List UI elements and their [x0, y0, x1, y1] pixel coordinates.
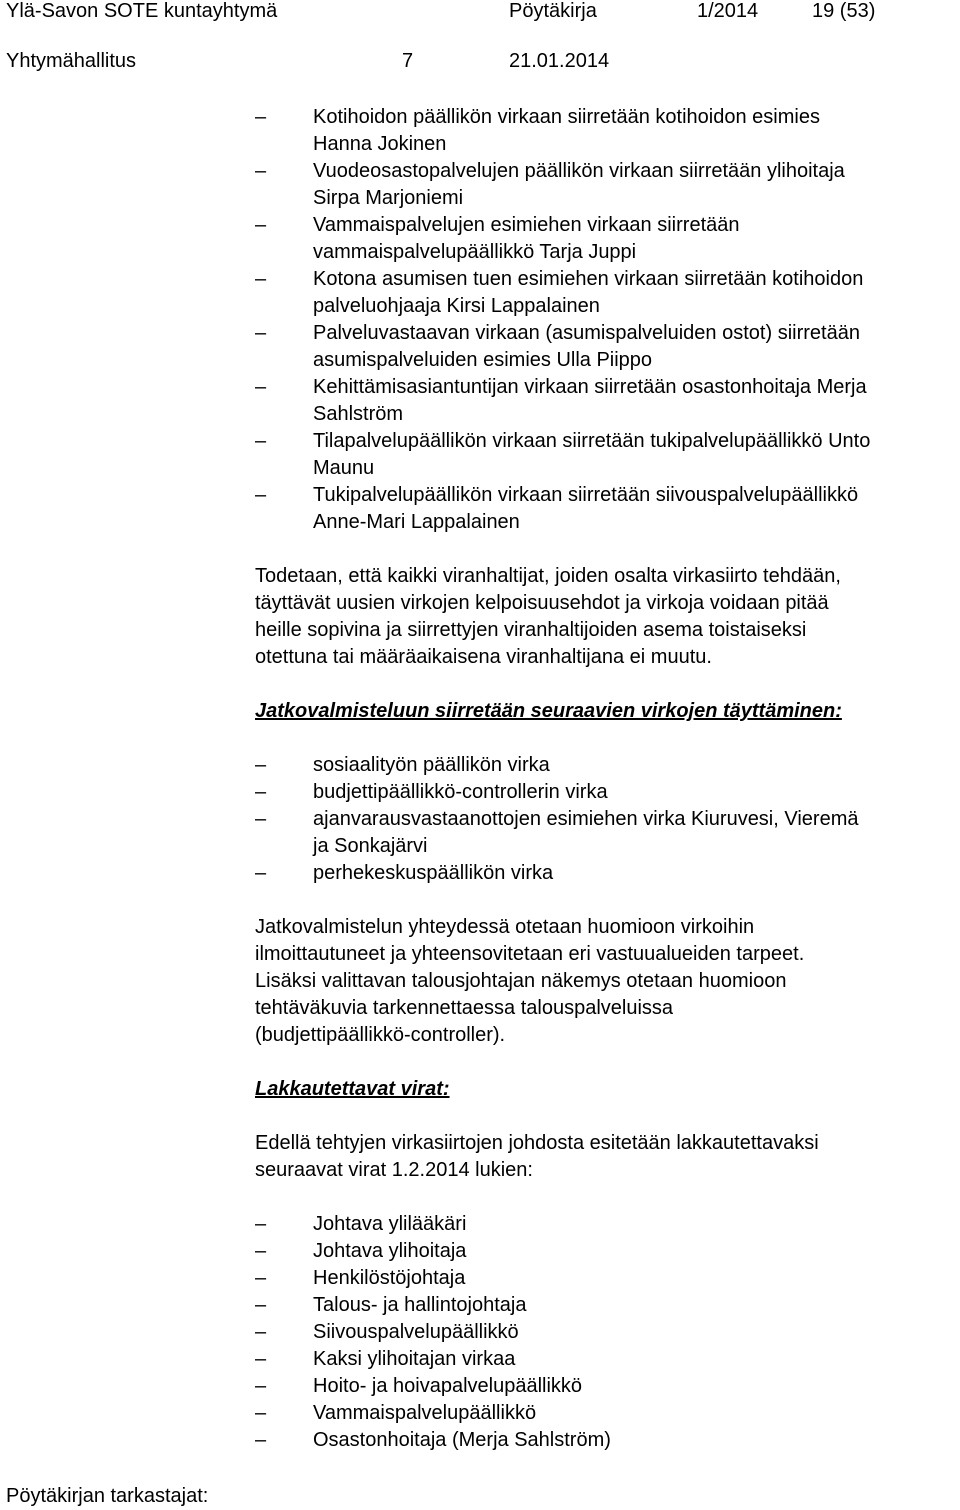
paragraph-line: Edellä tehtyjen virkasiirtojen johdosta esitetään lakkautettavaksi	[255, 1132, 819, 1154]
dash-bullet: –	[255, 376, 267, 398]
list-item-text: perhekeskuspäällikön virka	[313, 862, 554, 884]
paragraph-line: seuraavat virat 1.2.2014 lukien:	[255, 1159, 533, 1181]
paragraph-line: heille sopivina ja siirrettyjen viranhaltijoiden asema toistaiseksi	[255, 619, 807, 641]
list-item-text-continued: Sahlström	[313, 403, 404, 425]
list-item	[255, 1211, 960, 1238]
list-item	[255, 752, 960, 779]
dash-bullet: –	[255, 160, 267, 182]
list-item-text: Vammaispalvelupäällikkö	[313, 1402, 537, 1424]
meeting-date: 21.01.2014	[509, 50, 610, 72]
document-body	[255, 104, 960, 1454]
list-item-text: Johtava ylilääkäri	[313, 1213, 467, 1235]
list-item-text: Kaksi ylihoitajan virkaa	[313, 1348, 516, 1370]
dash-bullet: –	[255, 1402, 267, 1424]
list-item	[255, 1346, 960, 1373]
continued-posts-list	[255, 752, 960, 887]
list-item	[255, 1373, 960, 1400]
paragraph-line: otettuna tai määräaikaisena viranhaltijana ei muutu.	[255, 646, 712, 668]
list-item-text: Osastonhoitaja (Merja Sahlström)	[313, 1429, 611, 1451]
list-item	[255, 806, 960, 860]
statement-paragraph	[255, 563, 960, 671]
list-item	[255, 1292, 960, 1319]
list-item-text: sosiaalityön päällikön virka	[313, 754, 550, 776]
list-item-text-continued: Hanna Jokinen	[313, 133, 447, 155]
minutes-reviewers-label: Pöytäkirjan tarkastajat:	[6, 1485, 209, 1507]
dash-bullet: –	[255, 268, 267, 290]
list-item-text: Palveluvastaavan virkaan (asumispalveluiden ostot) siirretään	[313, 322, 860, 344]
list-item-text-continued: palveluohjaaja Kirsi Lappalainen	[313, 295, 600, 317]
list-item-text: Hoito- ja hoivapalvelupäällikkö	[313, 1375, 583, 1397]
dash-bullet: –	[255, 322, 267, 344]
dash-bullet: –	[255, 1294, 267, 1316]
dash-bullet: –	[255, 1321, 267, 1343]
organization-name: Ylä-Savon SOTE kuntayhtymä	[6, 0, 278, 22]
list-item-text: Kehittämisasiantuntijan virkaan siirretään osastonhoitaja Merja	[313, 376, 867, 398]
list-item-text-continued: ja Sonkajärvi	[313, 835, 428, 857]
list-item	[255, 1238, 960, 1265]
dash-bullet: –	[255, 1348, 267, 1370]
dash-bullet: –	[255, 1240, 267, 1262]
abolished-posts-list	[255, 1211, 960, 1454]
dash-bullet: –	[255, 484, 267, 506]
dash-bullet: –	[255, 808, 267, 830]
list-item-text: Tilapalvelupäällikön virkaan siirretään tukipalvelupäällikkö Unto	[313, 430, 871, 452]
dash-bullet: –	[255, 106, 267, 128]
dash-bullet: –	[255, 1429, 267, 1451]
list-item-text: Vammaispalvelujen esimiehen virkaan siirretään	[313, 214, 740, 236]
list-item-text: Johtava ylihoitaja	[313, 1240, 467, 1262]
list-item-text-continued: vammaispalvelupäällikkö Tarja Juppi	[313, 241, 637, 263]
list-item	[255, 212, 960, 266]
heading-abolished-posts: Lakkautettavat virat:	[255, 1078, 450, 1100]
list-item-text: Kotona asumisen tuen esimiehen virkaan siirretään kotihoidon	[313, 268, 864, 290]
paragraph-line: tehtäväkuvia tarkennettaessa talouspalveluissa	[255, 997, 674, 1019]
list-item	[255, 1265, 960, 1292]
list-item-text: ajanvarausvastaanottojen esimiehen virka Kiuruvesi, Vieremä	[313, 808, 859, 830]
paragraph-line: Todetaan, että kaikki viranhaltijat, joiden osalta virkasiirto tehdään,	[255, 565, 841, 587]
list-item	[255, 860, 960, 887]
list-item	[255, 1400, 960, 1427]
list-item-text: Kotihoidon päällikön virkaan siirretään kotihoidon esimies	[313, 106, 820, 128]
document-number: 1/2014	[697, 0, 759, 22]
list-item	[255, 1427, 960, 1454]
list-item	[255, 1319, 960, 1346]
paragraph-line: Lisäksi valittavan talousjohtajan näkemys otetaan huomioon	[255, 970, 787, 992]
paragraph-line: täyttävät uusien virkojen kelpoisuusehdot ja virkoja voidaan pitää	[255, 592, 829, 614]
list-item	[255, 374, 960, 428]
list-item	[255, 104, 960, 158]
document-type: Pöytäkirja	[509, 0, 597, 22]
governing-body: Yhtymähallitus	[6, 50, 137, 72]
dash-bullet: –	[255, 1267, 267, 1289]
list-item-text-continued: asumispalveluiden esimies Ulla Piippo	[313, 349, 653, 371]
list-item	[255, 266, 960, 320]
abolished-intro-paragraph	[255, 1130, 960, 1184]
dash-bullet: –	[255, 1375, 267, 1397]
list-item-text: Tukipalvelupäällikön virkaan siirretään siivouspalvelupäällikkö	[313, 484, 859, 506]
transfers-list	[255, 104, 960, 536]
list-item	[255, 158, 960, 212]
dash-bullet: –	[255, 430, 267, 452]
list-item-text: Siivouspalvelupäällikkö	[313, 1321, 519, 1343]
list-item-text-continued: Anne-Mari Lappalainen	[313, 511, 520, 533]
list-item	[255, 320, 960, 374]
dash-bullet: –	[255, 214, 267, 236]
list-item-text: Vuodeosastopalvelujen päällikön virkaan siirretään ylihoitaja	[313, 160, 845, 182]
list-item	[255, 428, 960, 482]
heading-continued-preparation: Jatkovalmisteluun siirretään seuraavien virkojen täyttäminen:	[255, 700, 842, 722]
page-number: 19 (53)	[812, 0, 876, 22]
list-item-text: budjettipäällikkö-controllerin virka	[313, 781, 608, 803]
list-item-text: Henkilöstöjohtaja	[313, 1267, 466, 1289]
section-number: 7	[402, 50, 414, 72]
list-item-text: Talous- ja hallintojohtaja	[313, 1294, 527, 1316]
dash-bullet: –	[255, 754, 267, 776]
dash-bullet: –	[255, 862, 267, 884]
paragraph-line: Jatkovalmistelun yhteydessä otetaan huomioon virkoihin	[255, 916, 755, 938]
list-item	[255, 779, 960, 806]
list-item-text-continued: Sirpa Marjoniemi	[313, 187, 464, 209]
dash-bullet: –	[255, 1213, 267, 1235]
list-item-text-continued: Maunu	[313, 457, 375, 479]
dash-bullet: –	[255, 781, 267, 803]
paragraph-line: (budjettipäällikkö-controller).	[255, 1024, 506, 1046]
paragraph-line: ilmoittautuneet ja yhteensovitetaan eri vastuualueiden tarpeet.	[255, 943, 805, 965]
continued-note-paragraph	[255, 914, 960, 1049]
list-item	[255, 482, 960, 536]
